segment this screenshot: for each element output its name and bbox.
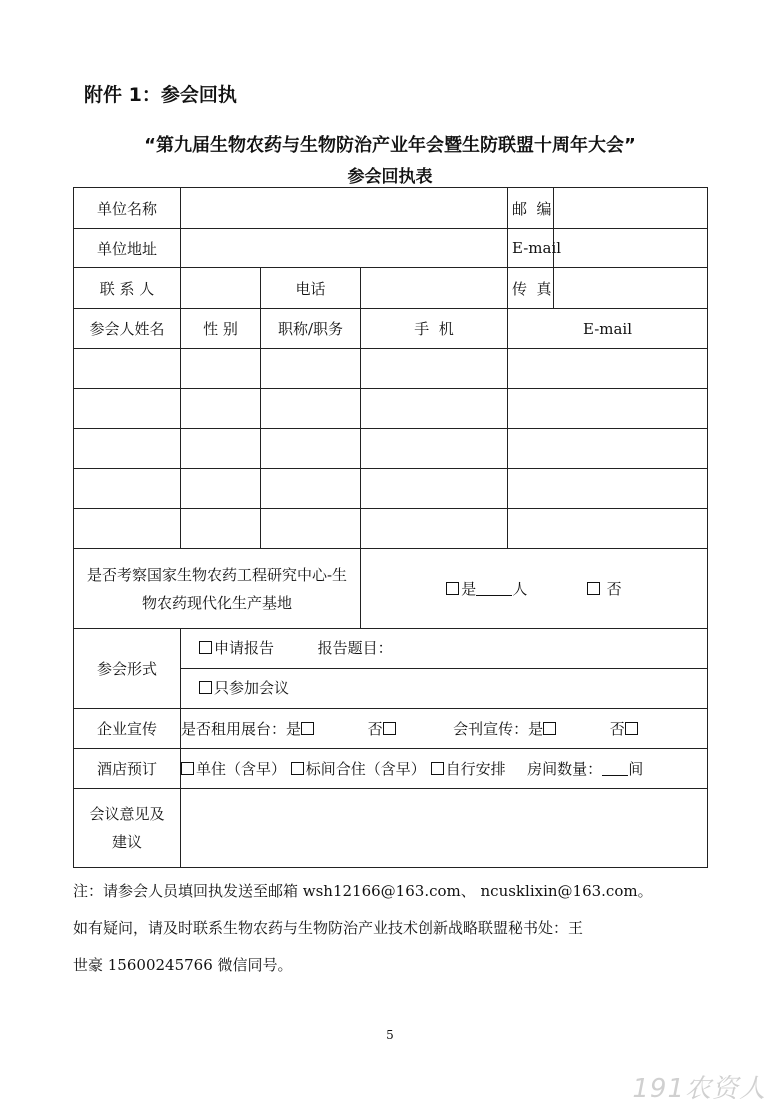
unit-name-label: 单位名称 bbox=[74, 188, 181, 229]
room-count-blank[interactable] bbox=[602, 761, 628, 776]
attendee-name-cell[interactable] bbox=[74, 349, 181, 389]
watermark: 191农资人 bbox=[632, 1074, 766, 1104]
attendee-gender-cell[interactable] bbox=[181, 509, 261, 549]
visit-question: 是否考察国家生物农药工程研究中心-生物农药现代化生产基地 bbox=[74, 549, 361, 629]
journal-no-checkbox[interactable] bbox=[625, 722, 638, 735]
unit-name-field[interactable] bbox=[181, 188, 508, 229]
attendee-title-cell[interactable] bbox=[261, 509, 361, 549]
col-header-title: 职称/职务 bbox=[261, 309, 361, 349]
attendee-title-cell[interactable] bbox=[261, 469, 361, 509]
postcode-label: 邮 编 bbox=[508, 188, 554, 229]
attendee-title-cell[interactable] bbox=[261, 389, 361, 429]
only-attend-label: 只参加会议 bbox=[214, 679, 290, 697]
email-field[interactable] bbox=[554, 229, 708, 268]
form-title: “第九届生物农药与生物防治产业年会暨生防联盟十周年大会” bbox=[144, 135, 636, 156]
only-attend-row bbox=[181, 669, 707, 708]
attendee-name-cell[interactable] bbox=[74, 469, 181, 509]
only-attend-checkbox[interactable] bbox=[199, 681, 212, 694]
self-arrange-label: 自行安排 bbox=[445, 760, 506, 778]
room-count-label: 房间数量： bbox=[527, 760, 603, 778]
journal-question: 会刊宣传：是 bbox=[453, 720, 544, 738]
fax-label: 传 真 bbox=[508, 268, 554, 309]
booth-no-checkbox[interactable] bbox=[383, 722, 396, 735]
attendee-mobile-cell[interactable] bbox=[361, 469, 508, 509]
single-room-checkbox[interactable] bbox=[181, 762, 194, 775]
note-line-1: 注：请参会人员填回执发送至邮箱 wsh12166@163.com、 ncusklixin@163.com。 bbox=[73, 882, 653, 900]
twin-room-checkbox[interactable] bbox=[291, 762, 304, 775]
form-subtitle: 参会回执表 bbox=[347, 167, 433, 187]
email-label: E-mail bbox=[508, 229, 554, 268]
attendee-gender-cell[interactable] bbox=[181, 349, 261, 389]
attendee-email-cell[interactable] bbox=[508, 389, 708, 429]
suggestion-field[interactable] bbox=[181, 789, 708, 868]
visit-yes-label: 是 bbox=[461, 580, 477, 598]
booth-question: 是否租用展台：是 bbox=[181, 720, 302, 738]
phone-label: 电话 bbox=[261, 268, 361, 309]
visit-no-label: 否 bbox=[606, 580, 622, 598]
note-line-2: 如有疑问，请及时联系生物农药与生物防治产业技术创新战略联盟秘书处：王 bbox=[73, 919, 584, 937]
attendee-row bbox=[74, 349, 708, 389]
attendee-mobile-cell[interactable] bbox=[361, 349, 508, 389]
attendee-row bbox=[74, 469, 708, 509]
promo-label: 企业宣传 bbox=[74, 709, 181, 749]
col-header-gender: 性 别 bbox=[181, 309, 261, 349]
page-number: 5 bbox=[386, 1028, 394, 1042]
attendee-row bbox=[74, 429, 708, 469]
apply-report-label: 申请报告 bbox=[214, 639, 275, 657]
attendee-gender-cell[interactable] bbox=[181, 429, 261, 469]
attachment-label: 附件 1：参会回执 bbox=[84, 84, 237, 106]
attendee-title-cell[interactable] bbox=[261, 349, 361, 389]
attendee-gender-cell[interactable] bbox=[181, 389, 261, 429]
booth-no-label: 否 bbox=[367, 720, 383, 738]
postcode-field[interactable] bbox=[554, 188, 708, 229]
attendee-gender-cell[interactable] bbox=[181, 469, 261, 509]
self-arrange-checkbox[interactable] bbox=[431, 762, 444, 775]
attendee-name-cell[interactable] bbox=[74, 389, 181, 429]
suggestion-label: 会议意见及建议 bbox=[74, 789, 181, 868]
fax-field[interactable] bbox=[554, 268, 708, 309]
booth-yes-checkbox[interactable] bbox=[301, 722, 314, 735]
hotel-label: 酒店预订 bbox=[74, 749, 181, 789]
col-header-mobile: 手 机 bbox=[361, 309, 508, 349]
attendee-email-cell[interactable] bbox=[508, 349, 708, 389]
col-header-name: 参会人姓名 bbox=[74, 309, 181, 349]
apply-report-row bbox=[181, 629, 707, 669]
note-line-3: 世豪 15600245766 微信同号。 bbox=[73, 956, 293, 974]
attendee-title-cell[interactable] bbox=[261, 429, 361, 469]
twin-room-label: 标间合住（含早） bbox=[305, 760, 426, 778]
room-unit: 间 bbox=[628, 760, 644, 778]
attendee-mobile-cell[interactable] bbox=[361, 509, 508, 549]
attendee-email-cell[interactable] bbox=[508, 429, 708, 469]
attendee-mobile-cell[interactable] bbox=[361, 389, 508, 429]
single-room-label: 单住（含早） bbox=[196, 760, 287, 778]
attendee-name-cell[interactable] bbox=[74, 509, 181, 549]
unit-address-field[interactable] bbox=[181, 229, 508, 268]
attend-form-label: 参会形式 bbox=[74, 629, 181, 709]
attendee-row bbox=[74, 509, 708, 549]
unit-address-label: 单位地址 bbox=[74, 229, 181, 268]
registration-form-table bbox=[73, 187, 708, 868]
report-topic-label: 报告题目： bbox=[317, 639, 393, 657]
contact-label: 联 系 人 bbox=[74, 268, 181, 309]
phone-field[interactable] bbox=[361, 268, 508, 309]
visit-count-blank[interactable] bbox=[476, 581, 512, 596]
journal-no-label: 否 bbox=[609, 720, 625, 738]
col-header-email: E-mail bbox=[508, 309, 708, 349]
attendee-email-cell[interactable] bbox=[508, 469, 708, 509]
attendee-row bbox=[74, 389, 708, 429]
visit-yes-checkbox[interactable] bbox=[446, 582, 459, 595]
attendee-mobile-cell[interactable] bbox=[361, 429, 508, 469]
apply-report-checkbox[interactable] bbox=[199, 641, 212, 654]
promo-options bbox=[181, 709, 708, 749]
visit-answer bbox=[361, 549, 708, 629]
attendee-email-cell[interactable] bbox=[508, 509, 708, 549]
visit-no-checkbox[interactable] bbox=[587, 582, 600, 595]
visit-person-unit: 人 bbox=[512, 580, 528, 598]
journal-yes-checkbox[interactable] bbox=[543, 722, 556, 735]
attend-form-options bbox=[181, 629, 708, 709]
contact-field[interactable] bbox=[181, 268, 261, 309]
hotel-options bbox=[181, 749, 708, 789]
attendee-name-cell[interactable] bbox=[74, 429, 181, 469]
